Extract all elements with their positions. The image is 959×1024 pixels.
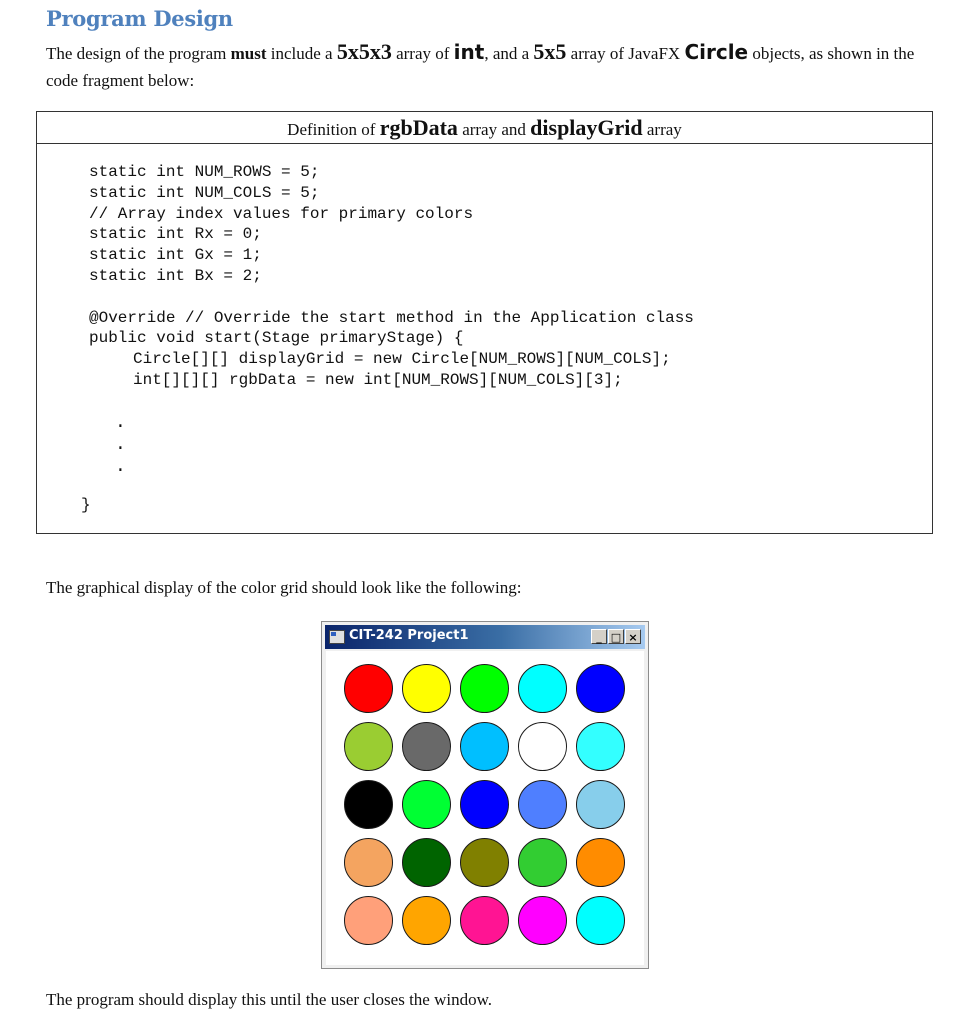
int-keyword: int (453, 40, 485, 64)
color-circle-r1-c1 (402, 722, 451, 771)
intro-paragraph: The design of the program must include a 5x5x3 array of int, and a 5x5 array of JavaFX Circle objects, as shown in the code fragment below: (46, 39, 915, 90)
maximize-button[interactable]: □ (608, 629, 624, 644)
code-line: int[][][] rgbData = new int[NUM_ROWS][NUM_COLS][3]; (133, 370, 623, 389)
code-line: static int Gx = 1; (89, 246, 262, 265)
close-button[interactable]: × (625, 629, 641, 644)
color-circle-r4-c3 (518, 896, 567, 945)
color-circle-r0-c1 (402, 664, 451, 713)
minimize-button[interactable]: _ (591, 629, 607, 644)
color-circle-r2-c3 (518, 780, 567, 829)
code-line: static int NUM_COLS = 5; (89, 183, 320, 202)
closing-note: The program should display this until the user closes the window. (46, 990, 493, 1009)
color-circle-r2-c1 (402, 780, 451, 829)
color-circle-r0-c0 (344, 664, 393, 713)
color-circle-r4-c1 (402, 896, 451, 945)
ellipsis-dots: . . . (115, 413, 126, 477)
app-window (321, 621, 649, 969)
color-circle-r0-c4 (576, 664, 625, 713)
color-circle-r2-c4 (576, 780, 625, 829)
color-circle-r3-c2 (460, 838, 509, 887)
code-line: @Override // Override the start method in the Application class (89, 308, 694, 327)
color-circle-r0-c2 (460, 664, 509, 713)
color-circle-r4-c0 (344, 896, 393, 945)
window-client-area (326, 651, 644, 965)
closing-brace: } (81, 496, 91, 514)
code-box (36, 111, 933, 534)
must-emphasis: must (230, 44, 267, 63)
color-circle-r1-c0 (344, 722, 393, 771)
page-heading: Program Design (46, 6, 233, 31)
code-fragment (89, 162, 694, 391)
color-circle-r4-c2 (460, 896, 509, 945)
color-circle-r0-c3 (518, 664, 567, 713)
color-circle-r2-c0 (344, 780, 393, 829)
window-title: CIT-242 Project1 (349, 628, 469, 643)
app-icon (329, 630, 345, 644)
code-line: public void start(Stage primaryStage) { (89, 329, 464, 348)
dims-5x5: 5x5 (533, 39, 567, 64)
code-box-title: Definition of rgbData array and displayGrid array (37, 112, 932, 144)
color-circle-r1-c2 (460, 722, 509, 771)
color-circle-r3-c4 (576, 838, 625, 887)
code-line: Circle[][] displayGrid = new Circle[NUM_ROWS][NUM_COLS]; (133, 350, 671, 369)
code-line: // Array index values for primary colors (89, 204, 474, 223)
color-circle-r3-c1 (402, 838, 451, 887)
color-circle-r1-c3 (518, 722, 567, 771)
dims-5x5x3: 5x5x3 (336, 39, 392, 64)
code-line: static int Bx = 2; (89, 266, 262, 285)
color-circle-r4-c4 (576, 896, 625, 945)
display-description: The graphical display of the color grid should look like the following: (46, 578, 522, 597)
color-circle-r3-c3 (518, 838, 567, 887)
code-line: static int Rx = 0; (89, 225, 262, 244)
color-grid (344, 664, 634, 954)
color-circle-r1-c4 (576, 722, 625, 771)
circle-keyword: Circle (684, 40, 749, 64)
color-circle-r3-c0 (344, 838, 393, 887)
window-titlebar[interactable] (325, 625, 645, 649)
code-line: static int NUM_ROWS = 5; (89, 163, 320, 181)
color-circle-r2-c2 (460, 780, 509, 829)
